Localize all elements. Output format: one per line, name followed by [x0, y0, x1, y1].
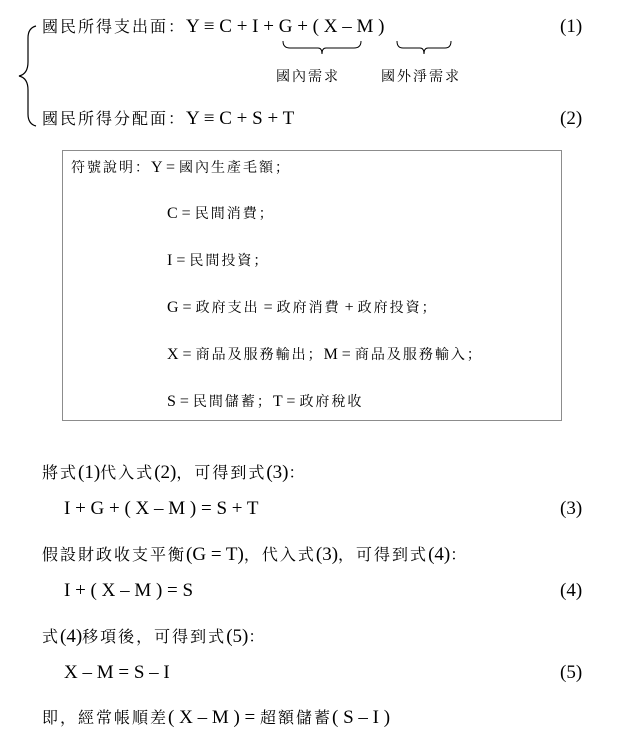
step3-b: 移項後，可得到式: [82, 627, 227, 646]
legend-sym-g: G =: [167, 299, 196, 316]
step1-ref-3: (3): [266, 462, 289, 483]
eq1-plus-3: + (: [292, 16, 324, 37]
legend-sym-x: X =: [167, 346, 196, 363]
legend-sym-m: M =: [323, 346, 355, 363]
conclusion-a: 即，經常帳順差: [42, 708, 169, 727]
step-2-text: [42, 544, 468, 566]
legend-sym-s: S =: [167, 393, 193, 410]
equation-2: [42, 108, 294, 130]
legend-g-equals: =: [259, 299, 277, 316]
equation-3: I + G + ( X – M ) = S + T: [64, 498, 259, 519]
symbol-legend-box: [62, 150, 562, 421]
legend-desc-s: 民間儲蓄；: [192, 394, 273, 410]
legend-desc-g-investment: 政府投資；: [357, 300, 438, 316]
underbrace-domestic: [282, 40, 362, 56]
eq1-xm: X – M: [323, 16, 374, 37]
legend-row-s-t: [167, 393, 363, 411]
underbrace-foreign: [396, 40, 452, 56]
step2-ref-2: (4): [428, 544, 451, 565]
label-domestic-demand: 國內需求: [276, 69, 340, 85]
legend-desc-t: 政府稅收: [299, 394, 364, 410]
eq2-number: (2): [560, 108, 583, 129]
eq5-number: (5): [560, 662, 583, 683]
step1-a: 將式: [42, 463, 79, 482]
step3-c: ：: [248, 627, 267, 646]
legend-sym-c: C =: [167, 205, 195, 222]
eq2-formula: Y ≡ C + S + T: [186, 108, 295, 129]
eq3-number: (3): [560, 498, 583, 519]
step3-ref-2: (5): [226, 626, 249, 647]
legend-sym-y: Y =: [151, 159, 179, 176]
label-net-foreign-demand: 國外淨需求: [381, 69, 461, 85]
eq4-number: (4): [560, 580, 583, 601]
step2-condition: (G = T): [186, 544, 244, 565]
step2-a: 假設財政收支平衡: [42, 545, 187, 564]
conclusion-d: ( S – I ): [332, 707, 391, 728]
step1-c: ，可得到式: [176, 463, 267, 482]
eq1-number: (1): [560, 16, 583, 37]
conclusion-c: 超額儲蓄: [260, 708, 333, 727]
step3-a: 式: [42, 627, 61, 646]
legend-desc-i: 民間投資；: [189, 253, 270, 269]
step1-d: ：: [288, 463, 307, 482]
step2-ref-1: (3): [315, 544, 339, 565]
legend-row-i: [167, 252, 269, 270]
eq1-plus-2: +: [258, 16, 279, 37]
conclusion-line: [42, 707, 390, 729]
equation-1: [42, 16, 384, 38]
equation-5: X – M = S – I: [64, 662, 170, 683]
eq1-plus-1: +: [231, 16, 253, 37]
legend-row-x-m: [167, 346, 483, 364]
eq1-g: G: [278, 16, 293, 37]
step1-ref-1: (1): [78, 462, 101, 483]
legend-desc-m: 商品及服務輸入；: [354, 347, 483, 363]
step-1-text: [42, 462, 307, 484]
equation-4: I + ( X – M ) = S: [64, 580, 194, 601]
eq1-label: 國民所得支出面：: [42, 17, 187, 36]
legend-desc-c: 民間消費；: [194, 206, 275, 222]
step-3-text: [42, 626, 266, 648]
legend-desc-g: 政府支出: [195, 300, 260, 316]
legend-desc-y: 國內生產毛額；: [178, 160, 291, 176]
step2-c: ，可得到式: [338, 545, 429, 564]
legend-title: 符號說明：: [71, 160, 151, 176]
legend-sym-i: I =: [167, 252, 190, 269]
eq1-close: ): [373, 16, 385, 37]
step1-b: 代入式: [100, 463, 155, 482]
legend-sym-t: T =: [272, 393, 300, 410]
legend-g-plus: +: [340, 299, 358, 316]
legend-row-g: [167, 299, 438, 317]
step1-ref-2: (2): [154, 462, 177, 483]
legend-row-c: [167, 205, 275, 223]
eq2-label: 國民所得分配面：: [42, 109, 187, 128]
legend-desc-x: 商品及服務輸出；: [195, 347, 324, 363]
legend-row-y: [71, 159, 291, 177]
eq1-c: C: [219, 16, 232, 37]
left-curly-brace: [14, 22, 44, 127]
eq1-i: I: [252, 16, 259, 37]
legend-desc-g-consumption: 政府消費: [276, 300, 341, 316]
step3-ref-1: (4): [60, 626, 83, 647]
eq1-formula-pre: Y ≡: [186, 16, 220, 37]
step2-d: ：: [450, 545, 469, 564]
conclusion-b: ( X – M ) =: [168, 707, 261, 728]
step2-b: ，代入式: [243, 545, 316, 564]
